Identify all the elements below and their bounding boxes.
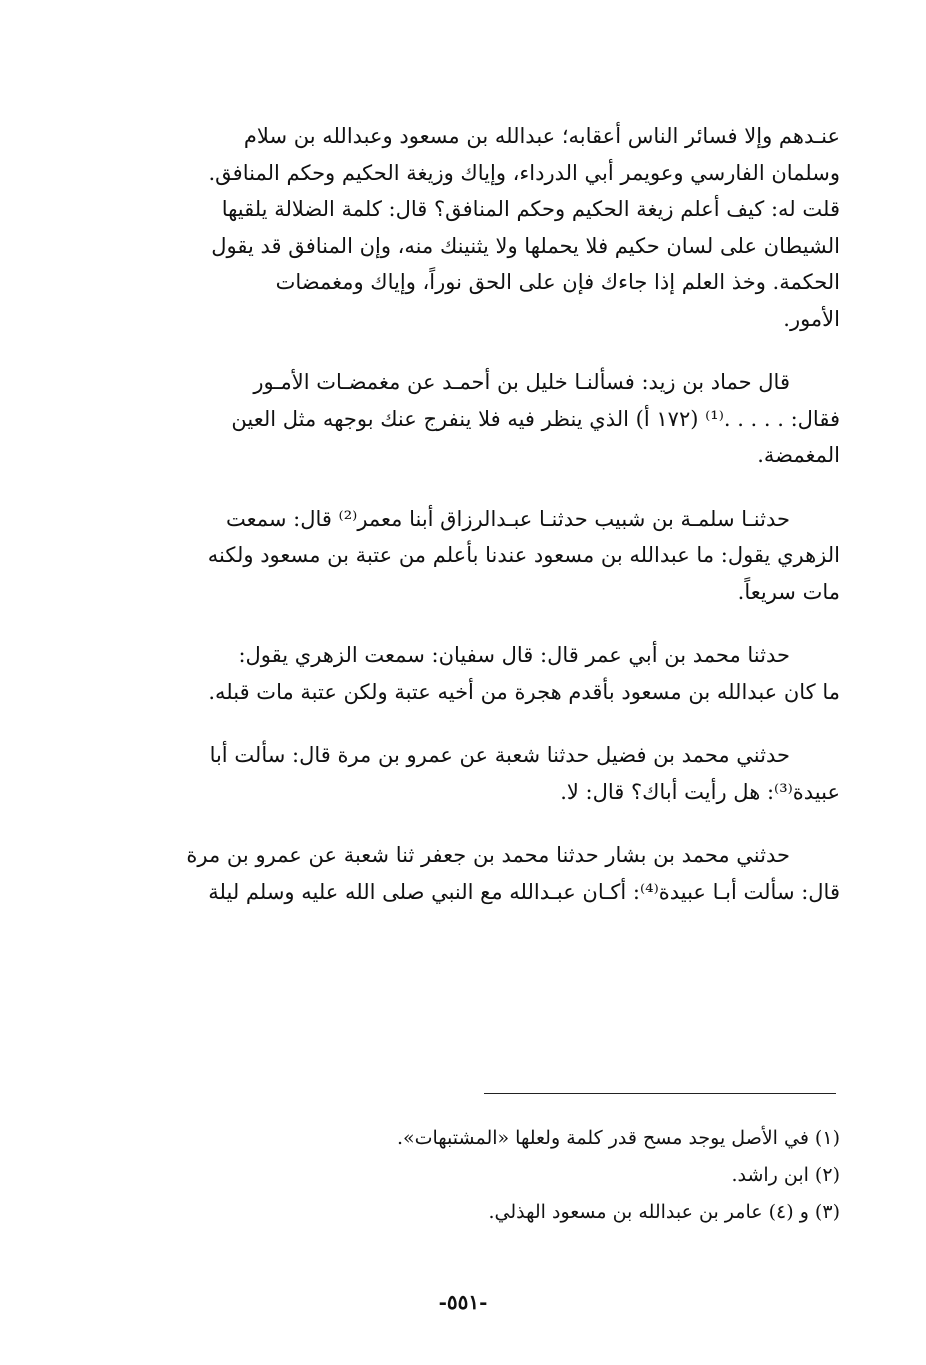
main-text <box>140 118 840 910</box>
text-line: الحكمة. وخذ العلم إذا جاءك فإن على الحق نوراً، وإياك ومغمضات <box>275 270 840 294</box>
footnotes <box>380 1120 840 1231</box>
footnote-separator <box>484 1093 836 1094</box>
text-line: حدثنا محمد بن أبي عمر قال: قال سفيان: سمعت الزهري يقول: <box>238 643 790 667</box>
paragraph-4 <box>140 637 840 710</box>
text-line: قال: سألت أبـا عبيدة⁽⁴⁾: أكـان عبـدالله مع النبي صلى الله عليه وسلم ليلة <box>208 879 840 904</box>
text-line: ما كان عبدالله بن مسعود بأقدم هجرة من أخيه عتبة ولكن عتبة مات قبله. <box>208 679 840 704</box>
text-line: فقال: . . . . .⁽¹⁾ (١٧٢ أ) الذي ينظر فيه فلا ينفرج عنك بوجهه مثل العين <box>231 406 840 431</box>
text-line: حدثني محمد بن فضيل حدثنا شعبة عن عمرو بن مرة قال: سألت أبا <box>209 743 790 767</box>
page-number: -٥٥١- <box>438 1290 488 1314</box>
text-line: قلت له: كيف أعلم زيغة الحكيم وحكم المنافق؟ قال: كلمة الضلالة يلقيها <box>221 197 840 221</box>
text-line: عبيدة⁽³⁾: هل رأيت أباك؟ قال: لا. <box>560 779 840 804</box>
paragraph-1 <box>140 118 840 337</box>
text-line: حدثنـا سلمـة بن شبيب حدثنـا عبـدالرزاق أبنا معمر⁽²⁾ قال: سمعت <box>225 506 790 531</box>
footnote-2: (٢) ابن راشد. <box>731 1164 840 1186</box>
text-line: الشيطان على لسان حكيم فلا يحملها ولا يثنينك منه، وإن المنافق قد يقول <box>211 233 840 258</box>
text-line: الزهري يقول: ما عبدالله بن مسعود عندنا بأعلم من عتبة بن مسعود ولكنه <box>207 543 840 567</box>
text-line: مات سريعاً. <box>737 579 840 604</box>
paragraph-2 <box>140 364 840 474</box>
text-line: الأمور. <box>783 306 840 331</box>
text-line: عنـدهم وإلا فسائر الناس أعقابه؛ عبدالله بن مسعود وعبدالله بن سلام <box>243 124 840 148</box>
paragraph-6 <box>140 837 840 910</box>
footnote-1: (١) في الأصل يوجد مسح قدر كلمة ولعلها «المشتبهات». <box>396 1127 840 1149</box>
text-line: قال حماد بن زيد: فسألنـا خليل بن أحمـد عن مغمضـات الأمـور <box>253 370 790 394</box>
footnote-3: (٣) و (٤) عامر بن عبدالله بن مسعود الهذلي. <box>488 1201 840 1223</box>
text-line: المغمضة. <box>757 443 840 467</box>
text-line: وسلمان الفارسي وعويمر أبي الدرداء، وإياك وزيغة الحكيم وحكم المنافق. <box>208 160 840 185</box>
paragraph-5 <box>140 737 840 810</box>
text-line: حدثني محمد بن بشار حدثنا محمد بن جعفر ثنا شعبة عن عمرو بن مرة <box>186 843 790 867</box>
paragraph-3 <box>140 501 840 611</box>
